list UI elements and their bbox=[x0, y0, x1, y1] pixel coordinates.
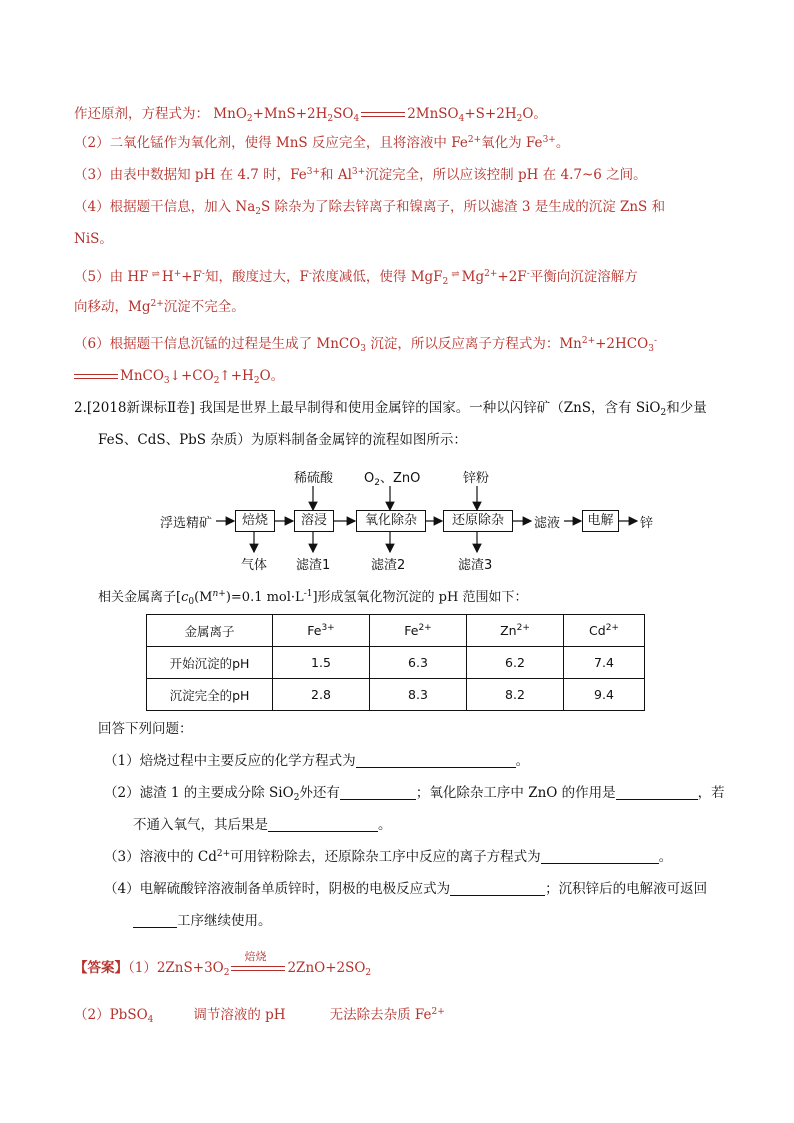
answer-blank[interactable] bbox=[541, 851, 659, 864]
questions-prompt: 回答下列问题： bbox=[98, 721, 193, 737]
table-header-cell: $Fe^{3+}$ bbox=[273, 615, 370, 647]
question-intro-b: FeS、CdS、PbS 杂质）为原料制备金属锌的流程如图所示： bbox=[98, 432, 467, 448]
question-4a bbox=[104, 879, 707, 899]
flow-output-residue1: 滤渣1 bbox=[296, 558, 331, 573]
answer-blank[interactable] bbox=[356, 755, 516, 768]
question-text: ；沉积锌后的电解液可返回 bbox=[545, 881, 708, 897]
answer-blank[interactable] bbox=[450, 883, 545, 896]
question-text: （3）溶液中的 $Cd^{2+}$可用锌粉除去，还原除杂工序中反应的离子方程式为 bbox=[104, 849, 541, 865]
flow-step-filtrate: 滤液 bbox=[534, 516, 561, 531]
flow-step-electrolysis: 电解 bbox=[582, 510, 619, 532]
table-header-cell: $Cd^{2+}$ bbox=[564, 615, 645, 647]
question-text: ；氧化除杂工序中 ZnO 的作用是 bbox=[415, 785, 616, 801]
answer-line-1 bbox=[74, 949, 372, 978]
flow-input-zinc-powder: 锌粉 bbox=[463, 471, 490, 486]
flow-product-zinc: 锌 bbox=[640, 516, 654, 531]
reaction-condition: 焙烧 bbox=[244, 949, 267, 963]
table-row bbox=[147, 647, 645, 679]
solution-text: $Mg^{2+}+2F^-$平衡向沉淀溶解方 bbox=[461, 269, 638, 285]
table-cell: 1.5 bbox=[273, 647, 370, 679]
table-row bbox=[147, 679, 645, 711]
flow-step-oxidize: 氧化除杂 bbox=[356, 510, 426, 532]
table-header-row bbox=[147, 615, 645, 647]
question-intro-a: 2.[2018新课标Ⅱ卷] 我国是世界上最早制得和使用金属锌的国家。一种以闪锌矿（ZnS，含有 SiO$_2$和少量 bbox=[74, 400, 707, 418]
question-text: （4）电解硫酸锌溶液制备单质锌时，阴极的电极反应式为 bbox=[104, 881, 451, 897]
question-text: 。 bbox=[378, 817, 392, 833]
solution-text: （5）由 HF bbox=[74, 269, 149, 285]
answer-blank[interactable] bbox=[133, 915, 177, 928]
question-text: （1）焙烧过程中主要反应的化学方程式为 bbox=[104, 753, 356, 769]
equation-right: $2MnSO_4+S+2H_2O$。 bbox=[407, 106, 547, 124]
answer-text: 无法除去杂质 $Fe^{2+}$ bbox=[329, 1007, 445, 1023]
flow-step-roast: 焙烧 bbox=[235, 510, 275, 532]
flow-output-residue3: 滤渣3 bbox=[458, 558, 493, 573]
table-cell: 8.3 bbox=[370, 679, 467, 711]
flow-start-label: 浮选精矿 bbox=[160, 516, 213, 531]
answer-text: $(1)2ZnS+3O_2$ bbox=[128, 960, 230, 978]
flow-output-residue2: 滤渣2 bbox=[371, 558, 406, 573]
answer-line-2 bbox=[74, 1005, 445, 1025]
solution-line-5b: 向移动，$Mg^{2+}$沉淀不完全。 bbox=[74, 299, 245, 315]
flow-step-reduce: 还原除杂 bbox=[443, 510, 513, 532]
solution-line-4a: （4）根据题干信息，加入 $Na_2S$ 除杂为了除去锌离子和镍离子，所以滤渣 3 是生成的沉淀 ZnS 和 bbox=[74, 199, 666, 217]
table-cell: 开始沉淀的pH bbox=[147, 647, 273, 679]
answer-text: 调节溶液的 pH bbox=[193, 1007, 286, 1023]
table-cell: 沉淀完全的pH bbox=[147, 679, 273, 711]
question-text: 。 bbox=[658, 849, 673, 865]
question-text: （2）滤渣 1 的主要成分除 SiO$_2$外还有 bbox=[104, 785, 340, 803]
question-text: 。 bbox=[515, 753, 530, 769]
solution-text: H++F-知，酸度过大，F-浓度减低，使得 MgF$_2$ bbox=[161, 269, 449, 287]
table-cell: 9.4 bbox=[564, 679, 645, 711]
answer-tag: 【答案】 bbox=[74, 960, 128, 976]
solution-text: 作还原剂，方程式为： bbox=[74, 106, 209, 122]
answer-blank[interactable] bbox=[268, 819, 378, 832]
question-text: ，若 bbox=[697, 785, 725, 801]
reversible-arrow-icon: ⇌ bbox=[451, 269, 459, 280]
table-header-cell: 金属离子 bbox=[147, 615, 273, 647]
solution-line-4b: NiS。 bbox=[74, 231, 113, 247]
reaction-condition-arrow bbox=[231, 949, 285, 975]
question-2a bbox=[104, 783, 725, 803]
ph-table bbox=[146, 614, 645, 711]
table-cell: 6.2 bbox=[467, 647, 564, 679]
table-cell: 2.8 bbox=[273, 679, 370, 711]
table-cell: 8.2 bbox=[467, 679, 564, 711]
table-header-cell: $Zn^{2+}$ bbox=[467, 615, 564, 647]
question-2b bbox=[133, 815, 392, 835]
question-3 bbox=[104, 847, 672, 867]
flow-step-leach: 溶浸 bbox=[294, 510, 334, 532]
question-4b bbox=[133, 911, 272, 931]
equation-left: $MnO_2+MnS+2H_2SO_4$ bbox=[213, 106, 360, 124]
solution-line-6a: （6）根据题干信息沉锰的过程是生成了 MnCO$_3$ 沉淀，所以反应离子方程式为：$Mn^{2+}+2HCO_3^-$ bbox=[74, 336, 657, 354]
answer-text: $2ZnO+2SO_2$ bbox=[287, 960, 372, 978]
flow-input-oxygen-zno: $O_2$、ZnO bbox=[364, 471, 421, 488]
solution-line-2: （2）二氧化锰作为氧化剂，使得 MnS 反应完全，且将溶液中 $Fe^{2+}$氧化为 $Fe^{3+}$。 bbox=[74, 135, 570, 151]
table-cell: 7.4 bbox=[564, 647, 645, 679]
flow-output-gas: 气体 bbox=[241, 558, 268, 573]
answer-blank[interactable] bbox=[340, 787, 416, 800]
answer-blank[interactable] bbox=[616, 787, 698, 800]
answer-text: （2）PbSO$_4$ bbox=[74, 1007, 154, 1025]
solution-line-3: （3）由表中数据知 pH 在 4.7 时，$Fe^{3+}$和 $Al^{3+}$沉淀完全，所以应该控制 pH 在 4.7~6 之间。 bbox=[74, 167, 647, 183]
table-header-cell: $Fe^{2+}$ bbox=[370, 615, 467, 647]
reversible-arrow-icon: ⇌ bbox=[151, 269, 159, 280]
question-text: 工序继续使用。 bbox=[177, 913, 272, 929]
question-text: 不通入氧气，其后果是 bbox=[133, 817, 268, 833]
table-caption: 相关金属离子[$c_0(M^{n+})=0.1$ $mol\cdot L^{-1}$]形成氢氧化物沉淀的 pH 范围如下： bbox=[98, 589, 528, 607]
question-1 bbox=[104, 751, 529, 771]
flow-input-acid: 稀硫酸 bbox=[294, 471, 334, 486]
solution-text: $MnCO_3↓+CO_2↑+H_2O$。 bbox=[120, 368, 285, 386]
table-cell: 6.3 bbox=[370, 647, 467, 679]
